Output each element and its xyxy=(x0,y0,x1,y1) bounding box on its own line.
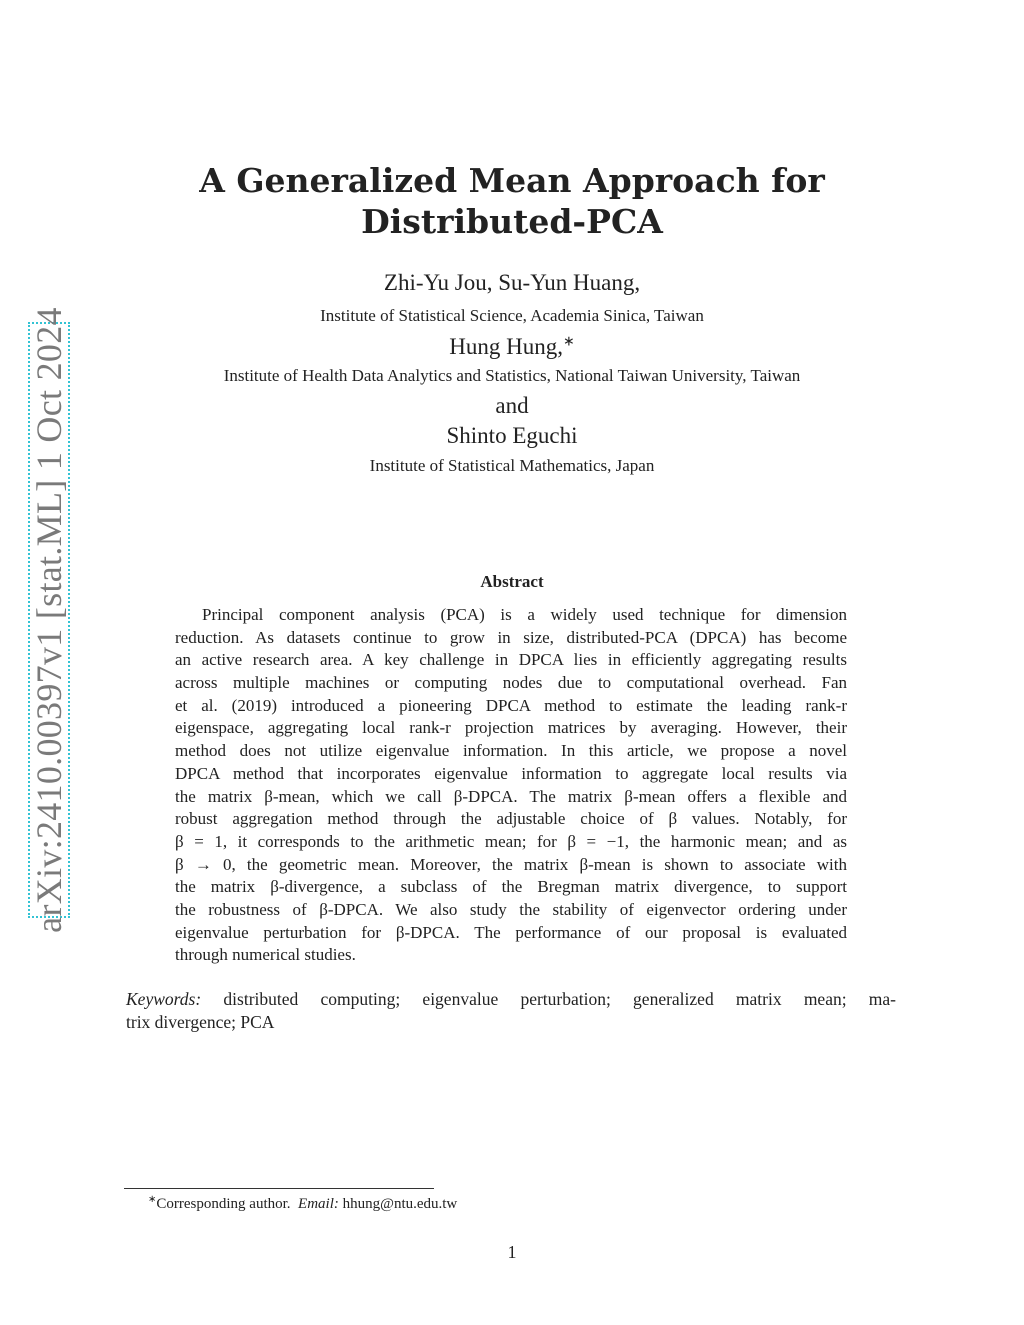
arxiv-identifier[interactable]: arXiv:2410.00397v1 [stat.ML] 1 Oct 2024 xyxy=(29,307,69,933)
abstract-line: Principal component analysis (PCA) is a widely used technique for dimension xyxy=(202,605,847,624)
page-number: 1 xyxy=(507,1242,517,1262)
authors-group-1: Zhi-Yu Jou, Su-Yun Huang, xyxy=(383,270,641,295)
abstract-line: through numerical studies. xyxy=(175,945,356,965)
footnote-rule xyxy=(124,1188,434,1189)
abstract-line: method does not utilize eigenvalue information. In this article, we propose a novel xyxy=(175,741,847,761)
abstract-line: et al. (2019) introduced a pioneering DPCA method to estimate the leading rank-r xyxy=(175,695,847,715)
keywords-label: Keywords: xyxy=(126,989,202,1009)
affiliation-2: Institute of Health Data Analytics and Statistics, National Taiwan University, Taiwan xyxy=(223,366,801,385)
paper-title-line-1: A Generalized Mean Approach for xyxy=(199,161,825,200)
abstract-line: the robustness of β-DPCA. We also study the stability of eigenvector ordering under xyxy=(175,899,847,919)
author-2 xyxy=(0,334,1024,360)
keywords-line-1 xyxy=(126,988,896,1011)
abstract-line: β → 0, the geometric mean. Moreover, the matrix β-mean is shown to associate with xyxy=(175,854,847,874)
paper-title-line-2: Distributed-PCA xyxy=(361,202,663,241)
abstract-heading: Abstract xyxy=(480,572,544,591)
abstract-line: the matrix β-divergence, a subclass of the Bregman matrix divergence, to support xyxy=(175,877,847,897)
keywords xyxy=(126,988,896,1034)
keywords-line-2: trix divergence; PCA xyxy=(126,1012,275,1032)
footnote-text: Corresponding author. xyxy=(156,1196,291,1212)
abstract-line: reduction. As datasets continue to grow in size, distributed-PCA (DPCA) has become xyxy=(175,627,847,647)
abstract-line: β = 1, it corresponds to the arithmetic mean; for β = −1, the harmonic mean; and as xyxy=(175,831,847,851)
abstract-line: eigenvalue perturbation for β-DPCA. The performance of our proposal is evaluated xyxy=(175,922,847,942)
abstract-line: across multiple machines or computing nodes due to computational overhead. Fan xyxy=(175,673,847,693)
author-3: Shinto Eguchi xyxy=(446,423,578,448)
footnote xyxy=(148,1194,457,1213)
corresponding-author-mark: ∗ xyxy=(563,334,575,350)
abstract-line: the matrix β-mean, which we call β-DPCA. The matrix β-mean offers a flexible and xyxy=(175,786,847,806)
abstract-line: an active research area. A key challenge in DPCA lies in efficiently aggregating results xyxy=(175,650,847,670)
authors-conjunction: and xyxy=(495,393,529,418)
abstract-body xyxy=(175,604,847,967)
footnote-email-link[interactable]: hhung@ntu.edu.tw xyxy=(342,1196,458,1212)
affiliation-3: Institute of Statistical Mathematics, Japan xyxy=(369,456,655,475)
author-2-name: Hung Hung, xyxy=(449,334,563,359)
abstract-line: robust aggregation method through the adjustable choice of β values. Notably, for xyxy=(175,809,847,829)
footnote-mark: ∗ xyxy=(148,1194,157,1205)
keywords-text-1: distributed computing; eigenvalue perturbation; generalized matrix mean; ma- xyxy=(223,989,897,1009)
abstract-line: eigenspace, aggregating local rank-r projection matrices by averaging. However, their xyxy=(175,718,847,738)
abstract-line: DPCA method that incorporates eigenvalue information to aggregate local results via xyxy=(175,763,847,783)
affiliation-1: Institute of Statistical Science, Academia Sinica, Taiwan xyxy=(320,306,704,325)
footnote-email-label: Email: xyxy=(298,1196,339,1212)
